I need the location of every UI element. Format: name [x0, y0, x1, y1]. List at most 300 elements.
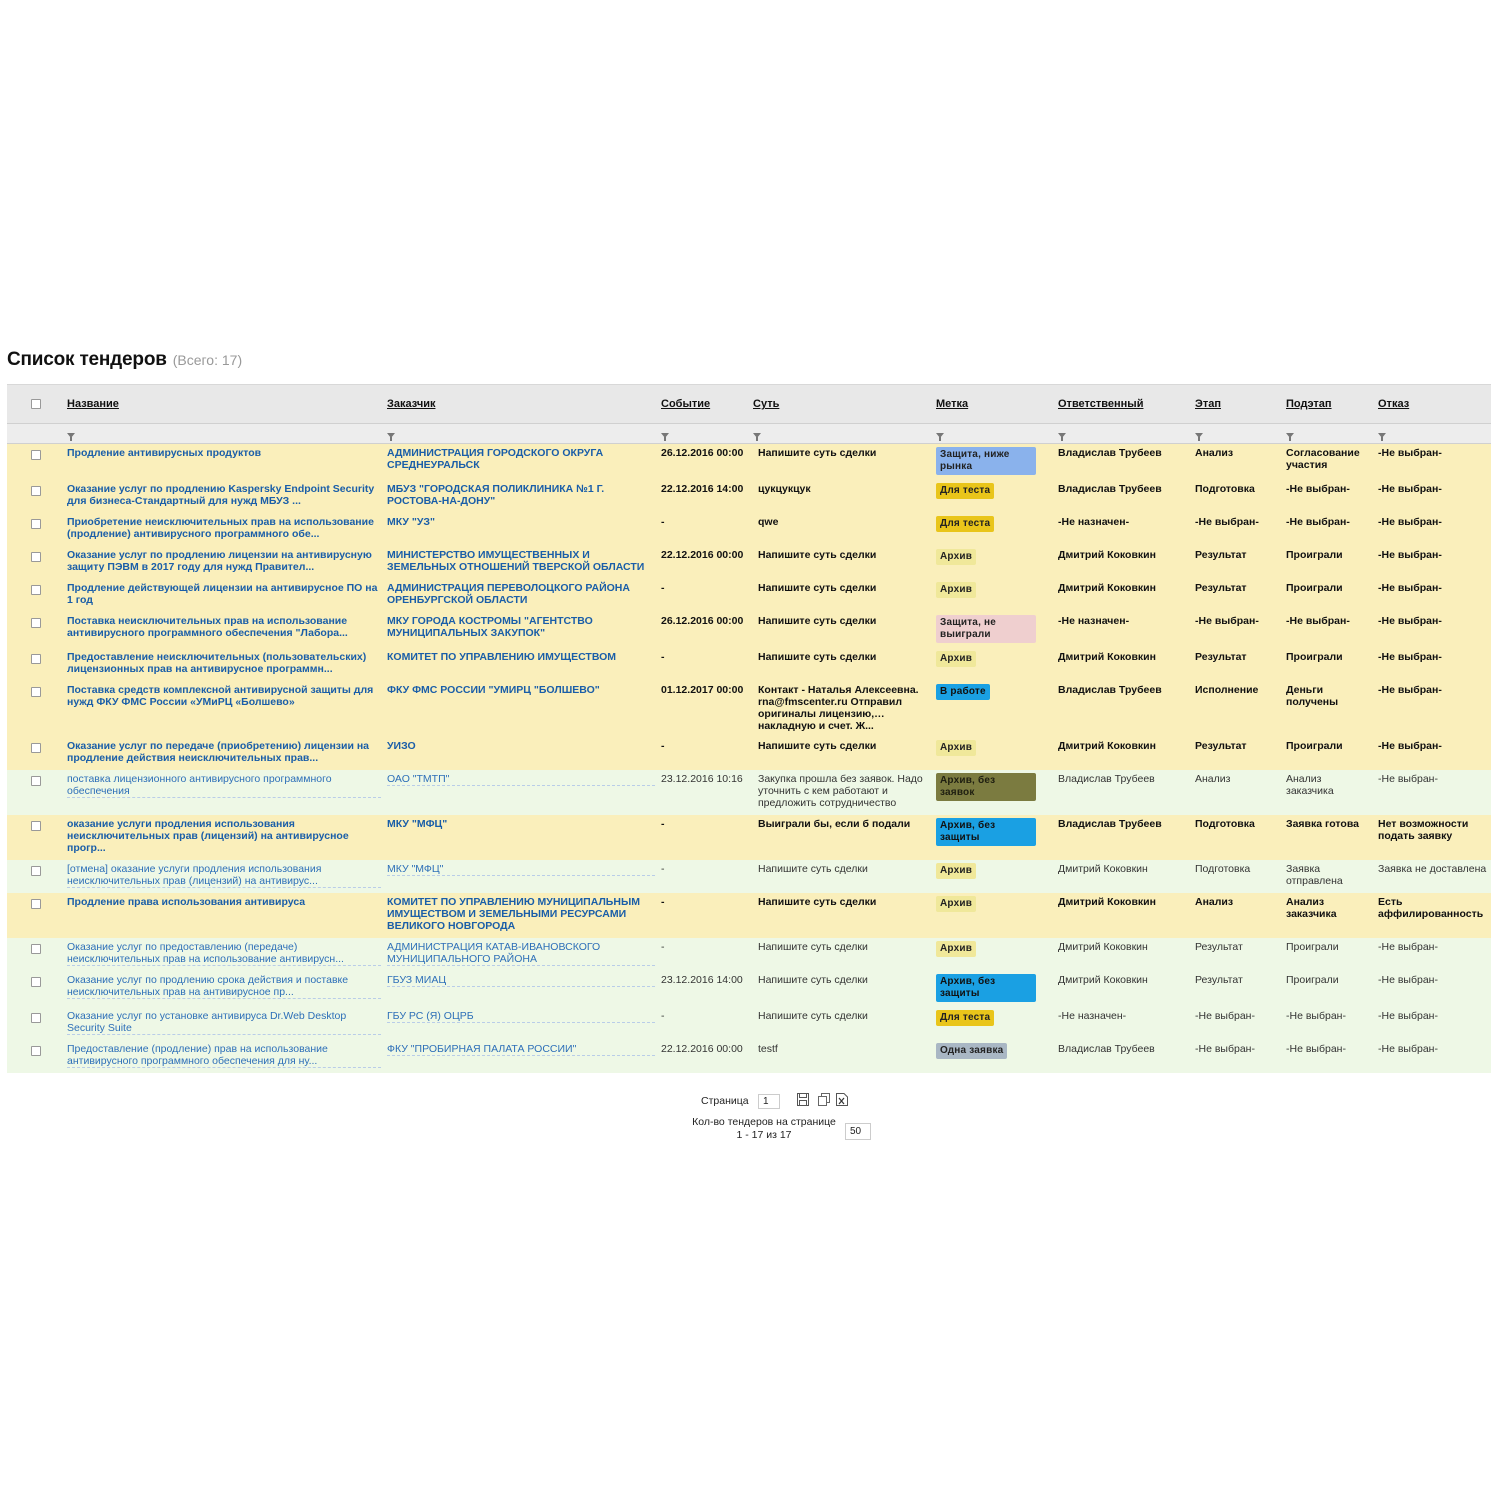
- cell-essence: [750, 737, 933, 770]
- page-input[interactable]: 1: [758, 1094, 780, 1109]
- table-row[interactable]: [7, 938, 1491, 971]
- cell-name: [64, 612, 384, 648]
- tender-name-link[interactable]: Оказание услуг по предоставлению (передаче) неисключительных прав на использование антивирусн...: [67, 941, 381, 966]
- cell-responsible: [1055, 815, 1192, 860]
- substage-text: -Не выбран-: [1286, 614, 1350, 627]
- cell-essence: [750, 770, 933, 815]
- cell-name: [64, 860, 384, 893]
- stage-text: Подготовка: [1195, 817, 1255, 830]
- essence-text: Напишите суть сделки: [758, 739, 877, 752]
- col-name-label[interactable]: Название: [67, 398, 119, 410]
- cell-refusal: [1375, 1040, 1491, 1073]
- essence-text: Напишите суть сделки: [758, 650, 877, 663]
- tender-name-link[interactable]: Продление права использования антивируса: [67, 895, 306, 908]
- cell-customer: [384, 546, 658, 579]
- refusal-text: -Не выбран-: [1378, 973, 1438, 986]
- stage-text: Подготовка: [1195, 862, 1251, 875]
- tender-name-link[interactable]: [отмена] оказание услуги продления использования неисключительных прав (лицензий) на антивирус...: [67, 863, 381, 888]
- stage-text: -Не выбран-: [1195, 614, 1259, 627]
- tender-name-link[interactable]: Продление действующей лицензии на антивирусное ПО на 1 год: [67, 581, 378, 606]
- col-refusal-label[interactable]: Отказ: [1378, 398, 1410, 410]
- row-checkbox[interactable]: [31, 899, 41, 909]
- row-select-cell: [7, 648, 64, 681]
- cell-refusal: [1375, 648, 1491, 681]
- status-badge[interactable]: Архив, без защиты: [936, 818, 1036, 846]
- refusal-text: -Не выбран-: [1378, 1009, 1438, 1022]
- cell-customer: [384, 938, 658, 971]
- cell-tag: [933, 681, 1055, 737]
- tender-name-link[interactable]: оказание услуги продления использования неисключительных прав (лицензий) на антивирусное прогр...: [67, 817, 349, 854]
- col-customer-label[interactable]: Заказчик: [387, 398, 436, 410]
- table-row[interactable]: [7, 612, 1491, 648]
- responsible-text: Дмитрий Коковкин: [1058, 862, 1148, 875]
- table-body: [7, 444, 1491, 1073]
- cell-stage: [1192, 444, 1283, 480]
- event-text: -: [661, 515, 665, 528]
- cell-event: [658, 1007, 750, 1040]
- cell-essence: [750, 815, 933, 860]
- stage-text: -Не выбран-: [1195, 1009, 1255, 1022]
- cell-customer: [384, 815, 658, 860]
- table-row[interactable]: [7, 444, 1491, 480]
- refusal-text: -Не выбран-: [1378, 940, 1438, 953]
- table-row[interactable]: [7, 737, 1491, 770]
- filter-responsible[interactable]: [1055, 424, 1192, 444]
- event-text: -: [661, 940, 665, 953]
- cell-refusal: [1375, 938, 1491, 971]
- cell-customer: [384, 480, 658, 513]
- tender-name-link[interactable]: Предоставление неисключительных (пользовательских) лицензионных прав на антивирусное программн...: [67, 650, 367, 675]
- customer-link[interactable]: МКУ "УЗ": [387, 515, 435, 528]
- col-tag[interactable]: [933, 385, 1055, 424]
- filter-icon[interactable]: [1378, 433, 1386, 438]
- essence-text: Напишите суть сделки: [758, 895, 877, 908]
- stage-text: Исполнение: [1195, 683, 1259, 696]
- col-responsible[interactable]: [1055, 385, 1192, 424]
- tender-name-link[interactable]: Поставка средств комплексной антивирусной защиты для нужд ФКУ ФМС России «УМиРЦ «Болшево»: [67, 683, 374, 708]
- cell-stage: [1192, 1007, 1283, 1040]
- cell-customer: [384, 770, 658, 815]
- table-row[interactable]: [7, 579, 1491, 612]
- cell-refusal: [1375, 971, 1491, 1007]
- row-checkbox[interactable]: [31, 687, 41, 697]
- cell-customer: [384, 648, 658, 681]
- row-checkbox[interactable]: [31, 776, 41, 786]
- event-text: 01.12.2017 00:00: [661, 683, 744, 696]
- cell-responsible: [1055, 648, 1192, 681]
- cell-stage: [1192, 971, 1283, 1007]
- cell-substage: [1283, 444, 1375, 480]
- customer-link[interactable]: ФКУ ФМС РОССИИ "УМИРЦ "БОЛШЕВО": [387, 683, 600, 696]
- event-text: -: [661, 650, 665, 663]
- tender-name-link[interactable]: Оказание услуг по установке антивируса Dr.Web Desktop Security Suite: [67, 1010, 381, 1035]
- filter-icon[interactable]: [753, 433, 761, 438]
- table-row[interactable]: [7, 480, 1491, 513]
- essence-text: Напишите суть сделки: [758, 581, 877, 594]
- event-text: 22.12.2016 14:00: [661, 482, 744, 495]
- tender-name-link[interactable]: Продление антивирусных продуктов: [67, 447, 262, 459]
- cell-essence: [750, 1007, 933, 1040]
- status-badge[interactable]: Архив: [936, 941, 976, 957]
- status-badge[interactable]: Архив: [936, 896, 976, 912]
- cell-tag: [933, 546, 1055, 579]
- substage-text: Проиграли: [1286, 548, 1343, 561]
- cell-refusal: [1375, 815, 1491, 860]
- refusal-text: -Не выбран-: [1378, 650, 1442, 663]
- page-label: Страница: [701, 1095, 749, 1107]
- col-substage[interactable]: [1283, 385, 1375, 424]
- cell-tag: [933, 612, 1055, 648]
- cell-customer: [384, 971, 658, 1007]
- row-checkbox[interactable]: [31, 866, 41, 876]
- cell-stage: [1192, 513, 1283, 546]
- cell-essence: [750, 513, 933, 546]
- per-page-label: Кол-во тендеров на странице: [692, 1116, 836, 1128]
- table-row[interactable]: [7, 770, 1491, 815]
- customer-link[interactable]: МКУ "МФЦ": [387, 863, 655, 876]
- cell-name: [64, 938, 384, 971]
- cell-refusal: [1375, 1007, 1491, 1040]
- table-row[interactable]: [7, 971, 1491, 1007]
- tender-name-link[interactable]: Оказание услуг по продлению лицензии на антивирусную защиту ПЭВМ в 2017 году для нужд Правител...: [67, 548, 372, 573]
- essence-text: Напишите суть сделки: [758, 1009, 868, 1022]
- cell-event: [658, 579, 750, 612]
- substage-text: Заявка готова: [1286, 817, 1359, 830]
- cell-customer: [384, 579, 658, 612]
- filter-substage[interactable]: [1283, 424, 1375, 444]
- cell-responsible: [1055, 480, 1192, 513]
- event-text: -: [661, 1009, 665, 1022]
- excel-icon[interactable]: [836, 1093, 848, 1106]
- customer-link[interactable]: МКУ "МФЦ": [387, 817, 448, 830]
- cell-stage: [1192, 546, 1283, 579]
- cell-essence: [750, 938, 933, 971]
- responsible-text: Дмитрий Коковкин: [1058, 895, 1156, 908]
- row-checkbox[interactable]: [31, 944, 41, 954]
- table-header-row: [7, 385, 1491, 424]
- cell-responsible: [1055, 513, 1192, 546]
- responsible-text: Дмитрий Коковкин: [1058, 581, 1156, 594]
- cell-tag: [933, 860, 1055, 893]
- customer-link[interactable]: МКУ ГОРОДА КОСТРОМЫ "АГЕНТСТВО МУНИЦИПАЛЬНЫХ ЗАКУПОК": [387, 614, 593, 639]
- row-checkbox[interactable]: [31, 654, 41, 664]
- event-text: -: [661, 895, 665, 908]
- col-stage-label[interactable]: Этап: [1195, 398, 1221, 410]
- customer-link[interactable]: ФКУ "ПРОБИРНАЯ ПАЛАТА РОССИИ": [387, 1043, 655, 1056]
- row-select-cell: [7, 513, 64, 546]
- filter-icon[interactable]: [67, 433, 75, 438]
- row-checkbox[interactable]: [31, 450, 41, 460]
- essence-text: Напишите суть сделки: [758, 614, 877, 627]
- status-badge[interactable]: Архив, без заявок: [936, 773, 1036, 801]
- filter-name[interactable]: [64, 424, 384, 444]
- cell-name: [64, 893, 384, 938]
- status-badge[interactable]: Одна заявка: [936, 1043, 1007, 1059]
- row-checkbox[interactable]: [31, 1013, 41, 1023]
- tender-name-link[interactable]: Оказание услуг по продлению Kaspersky Endpoint Security для бизнеса-Стандартный для нужд МБУЗ ...: [67, 482, 375, 507]
- customer-link[interactable]: ГБУЗ МИАЦ: [387, 974, 655, 987]
- select-all-cell: [7, 385, 64, 424]
- cell-name: [64, 546, 384, 579]
- cell-essence: [750, 546, 933, 579]
- cell-substage: [1283, 1040, 1375, 1073]
- filter-icon[interactable]: [387, 433, 395, 438]
- select-all-checkbox[interactable]: [31, 399, 41, 409]
- responsible-text: -Не назначен-: [1058, 515, 1130, 528]
- customer-link[interactable]: КОМИТЕТ ПО УПРАВЛЕНИЮ ИМУЩЕСТВОМ: [387, 650, 617, 663]
- row-checkbox[interactable]: [31, 552, 41, 562]
- cell-tag: [933, 770, 1055, 815]
- status-badge[interactable]: Архив: [936, 740, 976, 756]
- customer-link[interactable]: АДМИНИСТРАЦИЯ ГОРОДСКОГО ОКРУГА СРЕДНЕУРАЛЬСК: [387, 447, 604, 471]
- filter-refusal[interactable]: [1375, 424, 1491, 444]
- event-text: 22.12.2016 00:00: [661, 548, 744, 561]
- refusal-text: -Не выбран-: [1378, 515, 1442, 528]
- responsible-text: -Не назначен-: [1058, 1009, 1127, 1022]
- refusal-text: Есть аффилированность: [1378, 895, 1484, 920]
- tender-name-link[interactable]: Оказание услуг по продлению срока действия и поставке неисключительных прав на антивирусное пр...: [67, 974, 381, 999]
- cell-stage: [1192, 770, 1283, 815]
- table-row[interactable]: [7, 893, 1491, 938]
- cell-stage: [1192, 480, 1283, 513]
- stage-text: Результат: [1195, 940, 1243, 953]
- cell-refusal: [1375, 546, 1491, 579]
- table-row[interactable]: [7, 1007, 1491, 1040]
- tender-name-link[interactable]: поставка лицензионного антивирусного программного обеспечения: [67, 773, 381, 798]
- col-tag-label[interactable]: Метка: [936, 398, 969, 410]
- substage-text: Заявка отправлена: [1286, 862, 1343, 887]
- filter-event[interactable]: [658, 424, 750, 444]
- responsible-text: Дмитрий Коковкин: [1058, 548, 1156, 561]
- tender-name-link[interactable]: Приобретение неисключительных прав на использование (продление) антивирусного программного обе...: [67, 515, 374, 540]
- refusal-text: -Не выбран-: [1378, 581, 1442, 594]
- cell-event: [658, 938, 750, 971]
- row-checkbox[interactable]: [31, 821, 41, 831]
- row-checkbox[interactable]: [31, 743, 41, 753]
- table-row[interactable]: [7, 815, 1491, 860]
- stage-text: Анализ: [1195, 447, 1234, 459]
- cell-customer: [384, 737, 658, 770]
- cell-essence: [750, 612, 933, 648]
- row-checkbox[interactable]: [31, 1046, 41, 1056]
- col-refusal[interactable]: [1375, 385, 1491, 424]
- filter-tag[interactable]: [933, 424, 1055, 444]
- customer-link[interactable]: ГБУ РС (Я) ОЦРБ: [387, 1010, 655, 1023]
- responsible-text: Владислав Трубеев: [1058, 1042, 1155, 1055]
- cell-stage: [1192, 893, 1283, 938]
- essence-text: Напишите суть сделки: [758, 973, 868, 986]
- substage-text: Анализ заказчика: [1286, 772, 1334, 797]
- cell-tag: [933, 444, 1055, 480]
- row-select-cell: [7, 737, 64, 770]
- customer-link[interactable]: АДМИНИСТРАЦИЯ ПЕРЕВОЛОЦКОГО РАЙОНА ОРЕНБУРГСКОЙ ОБЛАСТИ: [387, 581, 630, 606]
- customer-link[interactable]: КОМИТЕТ ПО УПРАВЛЕНИЮ МУНИЦИПАЛЬНЫМ ИМУЩЕСТВОМ И ЗЕМЕЛЬНЫМИ РЕСУРСАМИ ВЕЛИКОГО НОВГОРОДА: [387, 895, 640, 932]
- status-badge[interactable]: Для теста: [936, 516, 994, 532]
- filter-icon[interactable]: [661, 433, 669, 438]
- cell-tag: [933, 971, 1055, 1007]
- filter-essence[interactable]: [750, 424, 933, 444]
- customer-link[interactable]: АДМИНИСТРАЦИЯ КАТАВ-ИВАНОВСКОГО МУНИЦИПАЛЬНОГО РАЙОНА: [387, 941, 655, 966]
- filter-icon[interactable]: [936, 433, 944, 438]
- event-text: 23.12.2016 10:16: [661, 772, 743, 785]
- col-responsible-label[interactable]: Ответственный: [1058, 398, 1144, 410]
- customer-link[interactable]: МИНИСТЕРСТВО ИМУЩЕСТВЕННЫХ И ЗЕМЕЛЬНЫХ ОТНОШЕНИЙ ТВЕРСКОЙ ОБЛАСТИ: [387, 548, 645, 573]
- cell-event: [658, 546, 750, 579]
- responsible-text: Владислав Трубеев: [1058, 817, 1162, 830]
- cell-tag: [933, 1040, 1055, 1073]
- stage-text: -Не выбран-: [1195, 1042, 1255, 1055]
- refusal-text: -Не выбран-: [1378, 772, 1438, 785]
- cell-event: [658, 1040, 750, 1073]
- row-select-cell: [7, 681, 64, 737]
- row-checkbox[interactable]: [31, 486, 41, 496]
- cell-name: [64, 579, 384, 612]
- cell-refusal: [1375, 579, 1491, 612]
- status-badge[interactable]: Архив: [936, 549, 976, 565]
- cell-stage: [1192, 815, 1283, 860]
- stage-text: Результат: [1195, 548, 1247, 561]
- tender-name-link[interactable]: Оказание услуг по передаче (приобретению) лицензии на продление действия неисключительных прав...: [67, 739, 370, 764]
- row-select-cell: [7, 971, 64, 1007]
- cell-substage: [1283, 579, 1375, 612]
- col-name[interactable]: [64, 385, 384, 424]
- customer-link[interactable]: УИЗО: [387, 739, 416, 752]
- row-select-cell: [7, 546, 64, 579]
- row-checkbox[interactable]: [31, 618, 41, 628]
- cell-event: [658, 513, 750, 546]
- substage-text: Проиграли: [1286, 581, 1343, 594]
- cell-substage: [1283, 770, 1375, 815]
- row-select-cell: [7, 1007, 64, 1040]
- cell-substage: [1283, 681, 1375, 737]
- col-substage-label[interactable]: Подэтап: [1286, 398, 1332, 410]
- refusal-text: -Не выбран-: [1378, 739, 1442, 752]
- cell-customer: [384, 1040, 658, 1073]
- essence-text: qwe: [758, 515, 779, 528]
- filter-icon[interactable]: [1286, 433, 1294, 438]
- event-text: -: [661, 581, 665, 594]
- cell-refusal: [1375, 860, 1491, 893]
- per-page-info: [690, 1116, 838, 1142]
- status-badge[interactable]: Для теста: [936, 483, 994, 499]
- cell-name: [64, 770, 384, 815]
- refusal-text: -Не выбран-: [1378, 683, 1442, 696]
- filter-cell-empty: [7, 424, 64, 444]
- event-text: 26.12.2016 00:00: [661, 614, 744, 627]
- row-select-cell: [7, 444, 64, 480]
- cell-event: [658, 770, 750, 815]
- cell-name: [64, 480, 384, 513]
- table-row[interactable]: [7, 1040, 1491, 1073]
- cell-responsible: [1055, 860, 1192, 893]
- filter-icon[interactable]: [1195, 433, 1203, 438]
- responsible-text: Владислав Трубеев: [1058, 447, 1162, 459]
- table-row[interactable]: [7, 546, 1491, 579]
- essence-text: Напишите суть сделки: [758, 940, 868, 953]
- cell-event: [658, 612, 750, 648]
- cell-essence: [750, 893, 933, 938]
- copy-icon[interactable]: [818, 1093, 830, 1106]
- save-icon[interactable]: [797, 1093, 809, 1106]
- cell-tag: [933, 815, 1055, 860]
- col-customer[interactable]: [384, 385, 658, 424]
- per-page-input[interactable]: 50: [845, 1123, 871, 1140]
- status-badge[interactable]: Защита, ниже рынка: [936, 447, 1036, 475]
- col-essence-label[interactable]: Суть: [753, 398, 780, 410]
- cell-refusal: [1375, 737, 1491, 770]
- col-essence[interactable]: [750, 385, 933, 424]
- tender-name-link[interactable]: Поставка неисключительных прав на использование антивирусного программного обеспечения "Лабора...: [67, 614, 348, 639]
- substage-text: Согласование участия: [1286, 447, 1360, 471]
- cell-event: [658, 860, 750, 893]
- col-event[interactable]: [658, 385, 750, 424]
- filter-icon[interactable]: [1058, 433, 1066, 438]
- status-badge[interactable]: Для теста: [936, 1010, 994, 1026]
- status-badge[interactable]: В работе: [936, 684, 990, 700]
- stage-text: Результат: [1195, 581, 1247, 594]
- cell-name: [64, 513, 384, 546]
- cell-responsible: [1055, 1040, 1192, 1073]
- cell-responsible: [1055, 579, 1192, 612]
- status-badge[interactable]: Архив: [936, 651, 976, 667]
- cell-customer: [384, 893, 658, 938]
- essence-text: Закупка прошла без заявок. Надо уточнить с кем работают и предложить сотрудничество: [758, 772, 923, 809]
- essence-text: Напишите суть сделки: [758, 447, 877, 459]
- stage-text: Анализ: [1195, 772, 1231, 785]
- status-badge[interactable]: Архив: [936, 863, 976, 879]
- cell-responsible: [1055, 546, 1192, 579]
- col-stage[interactable]: [1192, 385, 1283, 424]
- row-select-cell: [7, 1040, 64, 1073]
- filter-row: [7, 424, 1491, 444]
- cell-stage: [1192, 1040, 1283, 1073]
- row-select-cell: [7, 579, 64, 612]
- refusal-text: -Не выбран-: [1378, 548, 1442, 561]
- cell-substage: [1283, 1007, 1375, 1040]
- status-badge[interactable]: Архив, без защиты: [936, 974, 1036, 1002]
- row-checkbox[interactable]: [31, 585, 41, 595]
- status-badge[interactable]: Архив: [936, 582, 976, 598]
- customer-link[interactable]: ОАО "ТМТП": [387, 773, 655, 786]
- filter-stage[interactable]: [1192, 424, 1283, 444]
- table-row[interactable]: [7, 860, 1491, 893]
- event-text: -: [661, 862, 665, 875]
- row-checkbox[interactable]: [31, 519, 41, 529]
- cell-tag: [933, 893, 1055, 938]
- row-select-cell: [7, 938, 64, 971]
- cell-essence: [750, 480, 933, 513]
- tender-name-link[interactable]: Предоставление (продление) прав на использование антивирусного программного обеспечения для ну...: [67, 1043, 381, 1068]
- col-event-label[interactable]: Событие: [661, 398, 711, 410]
- table-row[interactable]: [7, 681, 1491, 737]
- cell-refusal: [1375, 681, 1491, 737]
- cell-tag: [933, 938, 1055, 971]
- refusal-text: Нет возможности подать заявку: [1378, 817, 1469, 842]
- cell-responsible: [1055, 893, 1192, 938]
- cell-event: [658, 893, 750, 938]
- cell-substage: [1283, 737, 1375, 770]
- cell-substage: [1283, 971, 1375, 1007]
- responsible-text: Дмитрий Коковкин: [1058, 973, 1148, 986]
- table-row[interactable]: [7, 513, 1491, 546]
- table-row[interactable]: [7, 648, 1491, 681]
- row-checkbox[interactable]: [31, 977, 41, 987]
- status-badge[interactable]: Защита, не выиграли: [936, 615, 1036, 643]
- customer-link[interactable]: МБУЗ "ГОРОДСКАЯ ПОЛИКЛИНИКА №1 Г. РОСТОВА-НА-ДОНУ": [387, 482, 605, 507]
- cell-stage: [1192, 681, 1283, 737]
- filter-customer[interactable]: [384, 424, 658, 444]
- cell-event: [658, 648, 750, 681]
